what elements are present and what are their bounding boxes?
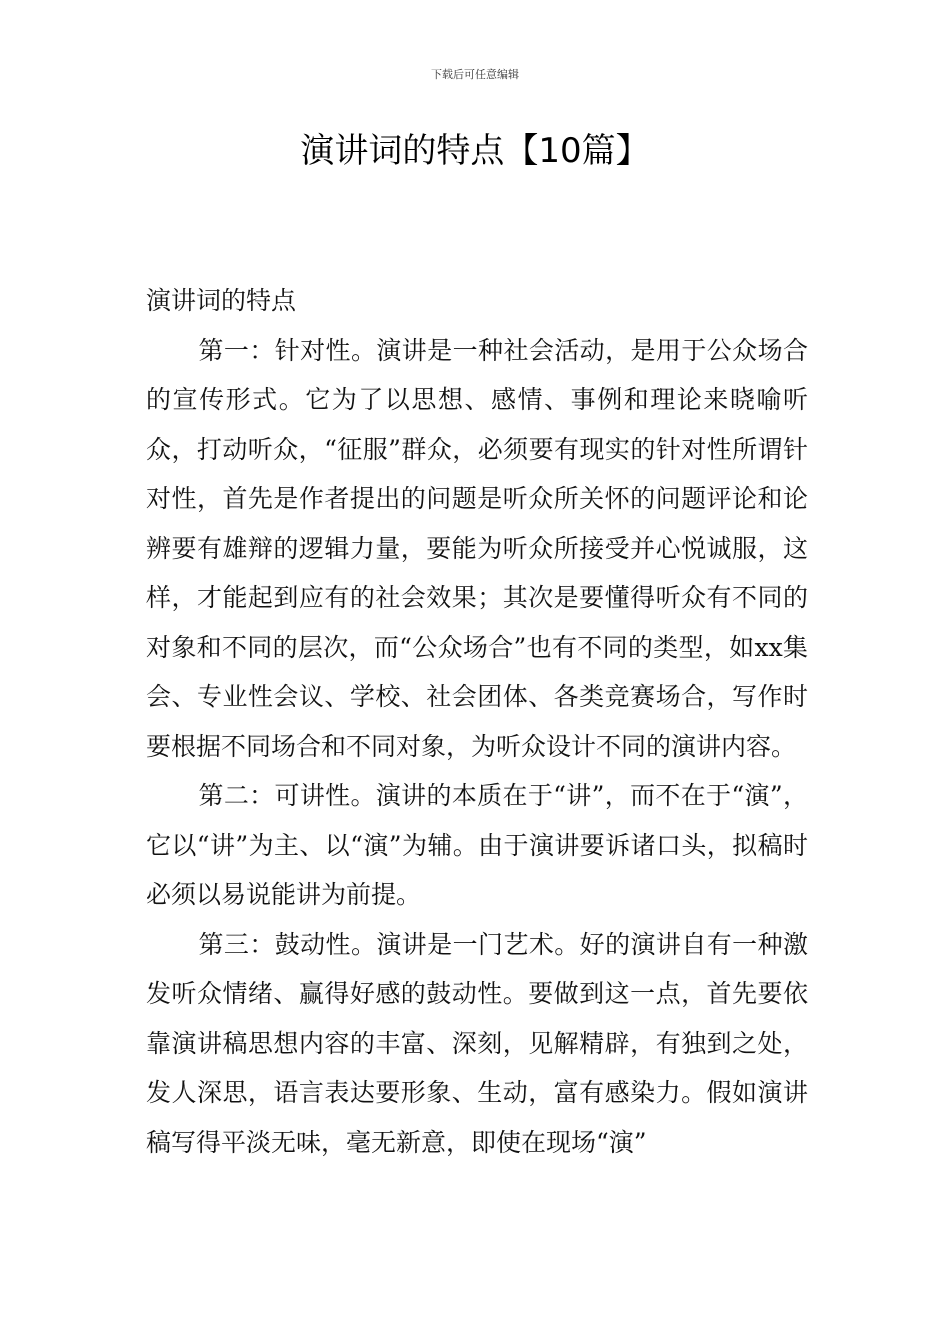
document-title: 演讲词的特点【10篇】	[300, 131, 650, 171]
section-heading: 演讲词的特点	[146, 286, 297, 315]
paragraph-inspiration: 第三：鼓动性。演讲是一门艺术。好的演讲自有一种激发听众情绪、赢得好感的鼓动性。要做到这一点，首先要依靠演讲稿思想内容的丰富、深刻，见解精辟，有独到之处，发人深思，语言表达要形象、生动，富有感染力。假如演讲稿写得平淡无味，毫无新意，即使在现场“演”	[146, 929, 808, 1157]
document-body	[146, 276, 808, 1167]
page-header-note: 下载后可任意编辑	[431, 68, 519, 81]
paragraph-speakability: 第二：可讲性。演讲的本质在于“讲”，而不在于“演”，它以“讲”为主、以“演”为辅。由于演讲要诉诸口头，拟稿时必须以易说能讲为前提。	[146, 781, 808, 909]
paragraph-pertinence: 第一：针对性。演讲是一种社会活动，是用于公众场合的宣传形式。它为了以思想、感情、事例和理论来晓喻听众，打动听众，“征服”群众，必须要有现实的针对性所谓针对性，首先是作者提出的问题是听众所关怀的问题评论和论辨要有雄辩的逻辑力量，要能为听众所接受并心悦诚服，这样，才能起到应有的社会效果；其次是要懂得听众有不同的对象和不同的层次，而“公众场合”也有不同的类型，如xx集会、专业性会议、学校、社会团体、各类竞赛场合，写作时要根据不同场合和不同对象，为听众设计不同的演讲内容。	[146, 335, 808, 761]
